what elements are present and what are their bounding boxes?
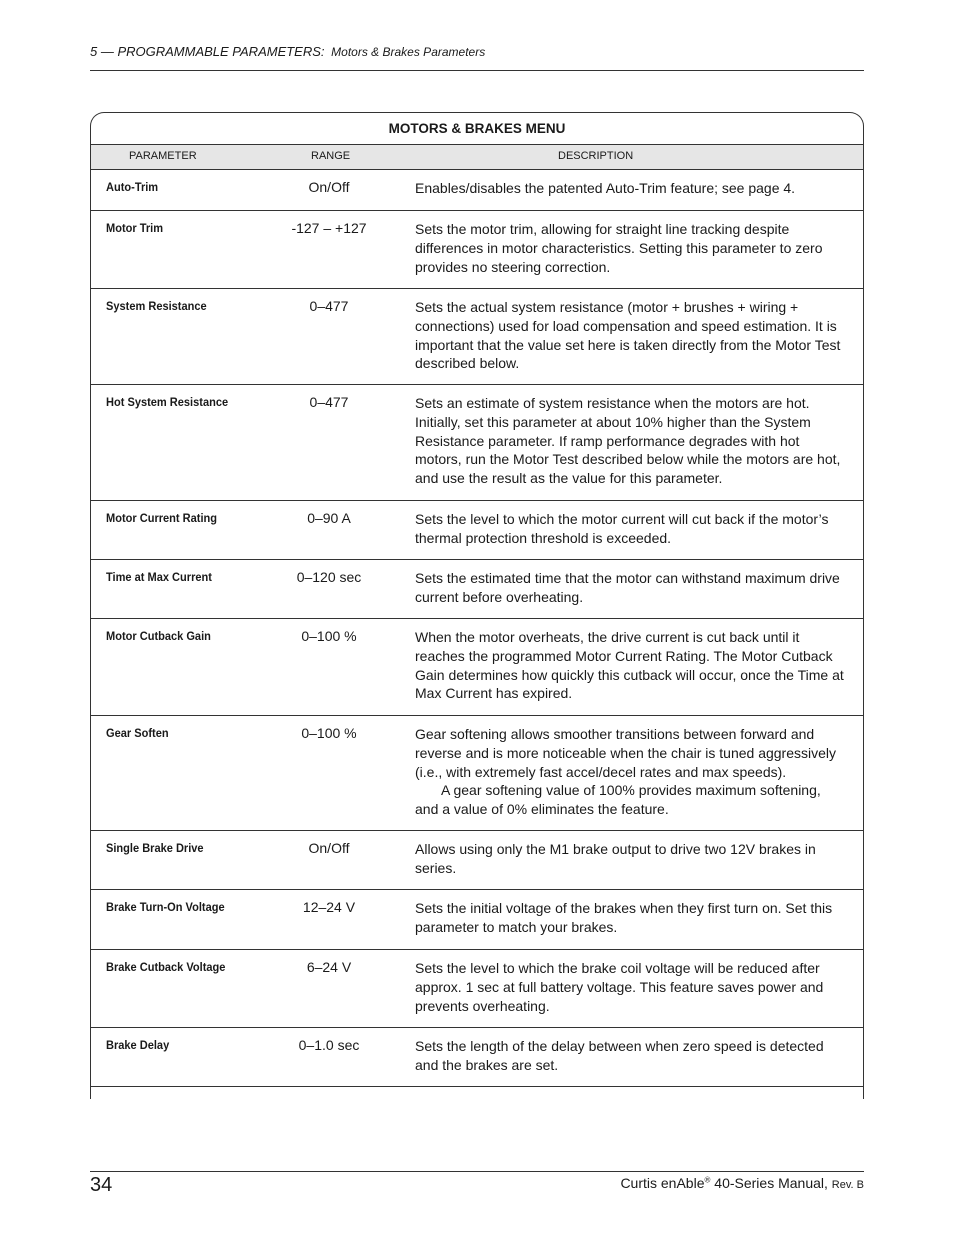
description-line: Sets an estimate of system resistance when the motors are hot. <box>415 395 810 411</box>
parameter-description <box>415 569 855 607</box>
parameter-description <box>415 510 855 548</box>
parameter-description <box>415 394 855 488</box>
table-row <box>91 560 863 619</box>
table-row <box>91 385 863 501</box>
description-line: connections) used for load compensation and speed estimation. It is <box>415 317 837 334</box>
parameter-name: Gear Soften <box>106 726 169 740</box>
parameter-description <box>415 840 855 878</box>
manual-title: Curtis enAble <box>620 1175 705 1191</box>
table-title: MOTORS & BRAKES MENU <box>388 121 566 136</box>
description-line: Sets the initial voltage of the brakes when they first turn on. Set this <box>415 900 833 916</box>
table-row <box>91 831 863 890</box>
parameter-description <box>415 179 855 198</box>
footer-title <box>620 1175 864 1191</box>
table-body <box>91 170 863 1087</box>
description-line: series. <box>415 859 457 876</box>
parameter-name: Brake Cutback Voltage <box>106 960 226 974</box>
parameter-description <box>415 725 855 819</box>
parameter-name: Brake Delay <box>106 1038 170 1052</box>
description-line: reaches the programmed Motor Current Rating. The Motor Cutback <box>415 647 833 664</box>
parameter-name: Hot System Resistance <box>106 395 229 409</box>
parameter-name: Single Brake Drive <box>106 841 204 855</box>
column-header-range: RANGE <box>311 150 351 162</box>
table-row <box>91 211 863 289</box>
parameter-range: 0–1.0 sec <box>298 1037 360 1053</box>
parameter-name: Brake Turn-On Voltage <box>106 900 225 914</box>
parameter-name: System Resistance <box>106 299 207 313</box>
description-line: (i.e., with extremely fast accel/decel rates and max speeds). <box>415 763 787 780</box>
table-row <box>91 170 863 211</box>
parameter-range: 0–477 <box>309 394 349 410</box>
parameter-range: On/Off <box>308 179 350 195</box>
description-line: and use the result as the value for this parameter. <box>415 470 723 487</box>
description-line: current before overheating. <box>415 588 584 605</box>
description-line: Gain determines how quickly this cutback will occur, once the Time at <box>415 666 844 683</box>
description-line: provides no steering correction. <box>415 258 611 275</box>
parameter-description <box>415 899 855 937</box>
description-line: differences in motor characteristics. Setting this parameter to zero <box>415 239 823 256</box>
parameter-range: 0–100 % <box>301 628 357 644</box>
description-line: Sets the motor trim, allowing for straight line tracking despite <box>415 221 790 237</box>
page-number: 34 <box>90 1174 113 1196</box>
description-line: and a value of 0% eliminates the feature. <box>415 801 669 818</box>
parameter-range: 0–120 sec <box>296 569 362 585</box>
description-line: Sets the estimated time that the motor can withstand maximum drive <box>415 570 840 586</box>
table-row <box>91 890 863 950</box>
parameter-description <box>415 959 855 1015</box>
description-line: When the motor overheats, the drive current is cut back until it <box>415 629 800 645</box>
registered-mark: ® <box>704 1175 711 1185</box>
motors-brakes-table <box>90 112 864 1099</box>
parameter-description <box>415 298 855 373</box>
description-line-text: A gear softening value of 100% provides maximum softening, <box>441 782 821 799</box>
parameter-range: On/Off <box>308 840 350 856</box>
table-row <box>91 619 863 716</box>
parameter-range: 0–477 <box>309 298 349 314</box>
description-line: Sets the length of the delay between when zero speed is detected <box>415 1038 824 1054</box>
description-line: approx. 1 sec at full battery voltage. This feature saves power and <box>415 978 824 995</box>
parameter-description <box>415 1037 855 1075</box>
table-row <box>91 289 863 385</box>
description-line <box>415 781 855 800</box>
description-line: Initially, set this parameter at about 10% higher than the System <box>415 413 811 430</box>
footer-rule <box>90 1171 864 1172</box>
description-line: Sets the actual system resistance (motor + brushes + wiring + <box>415 299 799 315</box>
column-header-description: DESCRIPTION <box>558 150 634 162</box>
subsection-label: Motors & Brakes Parameters <box>331 45 486 59</box>
parameter-name: Motor Current Rating <box>106 511 218 525</box>
description-line: reverse and is more noticeable when the chair is tuned aggressively <box>415 744 837 761</box>
description-line: thermal protection threshold is exceeded. <box>415 529 672 546</box>
description-line: Max Current has expired. <box>415 685 573 702</box>
description-line: Resistance parameter. If ramp performance degrades with hot <box>415 432 800 449</box>
parameter-name: Motor Cutback Gain <box>106 629 211 643</box>
description-line: important that the value set here is taken directly from the Motor Test <box>415 336 841 353</box>
parameter-range: 0–90 A <box>307 510 351 526</box>
table-row <box>91 716 863 831</box>
description-line: Sets the level to which the brake coil voltage will be reduced after <box>415 960 820 976</box>
parameter-range: 0–100 % <box>301 725 357 741</box>
description-line: prevents overheating. <box>415 997 550 1014</box>
description-line: Gear softening allows smoother transitions between forward and <box>415 726 815 742</box>
running-head <box>90 44 485 59</box>
table-row <box>91 1028 863 1087</box>
manual-suffix: 40-Series Manual, <box>710 1175 828 1191</box>
column-header-row <box>91 144 863 170</box>
parameter-range: 12–24 V <box>302 899 356 915</box>
parameter-description <box>415 220 855 276</box>
section-label: 5 — PROGRAMMABLE PARAMETERS: <box>90 44 325 59</box>
parameter-name: Time at Max Current <box>106 570 212 584</box>
parameter-name: Motor Trim <box>106 221 164 235</box>
parameter-range: 6–24 V <box>306 959 352 975</box>
description-line: described below. <box>415 355 520 372</box>
header-rule <box>90 70 864 71</box>
column-header-parameter: PARAMETER <box>129 150 197 162</box>
revision-label: Rev. B <box>831 1179 864 1191</box>
parameter-range: -127 – +127 <box>291 220 367 236</box>
description-line: Sets the level to which the motor current will cut back if the motor’s <box>415 511 829 527</box>
description-line: and the brakes are set. <box>415 1056 559 1073</box>
description-line: parameter to match your brakes. <box>415 918 618 935</box>
parameter-description <box>415 628 855 703</box>
table-row <box>91 501 863 560</box>
description-line: motors, run the Motor Test described below while the motors are hot, <box>415 451 841 468</box>
description-line: Enables/disables the patented Auto-Trim feature; see page 4. <box>415 180 796 196</box>
table-row <box>91 950 863 1028</box>
description-line: Allows using only the M1 brake output to drive two 12V brakes in <box>415 841 816 857</box>
parameter-name: Auto-Trim <box>106 180 159 194</box>
